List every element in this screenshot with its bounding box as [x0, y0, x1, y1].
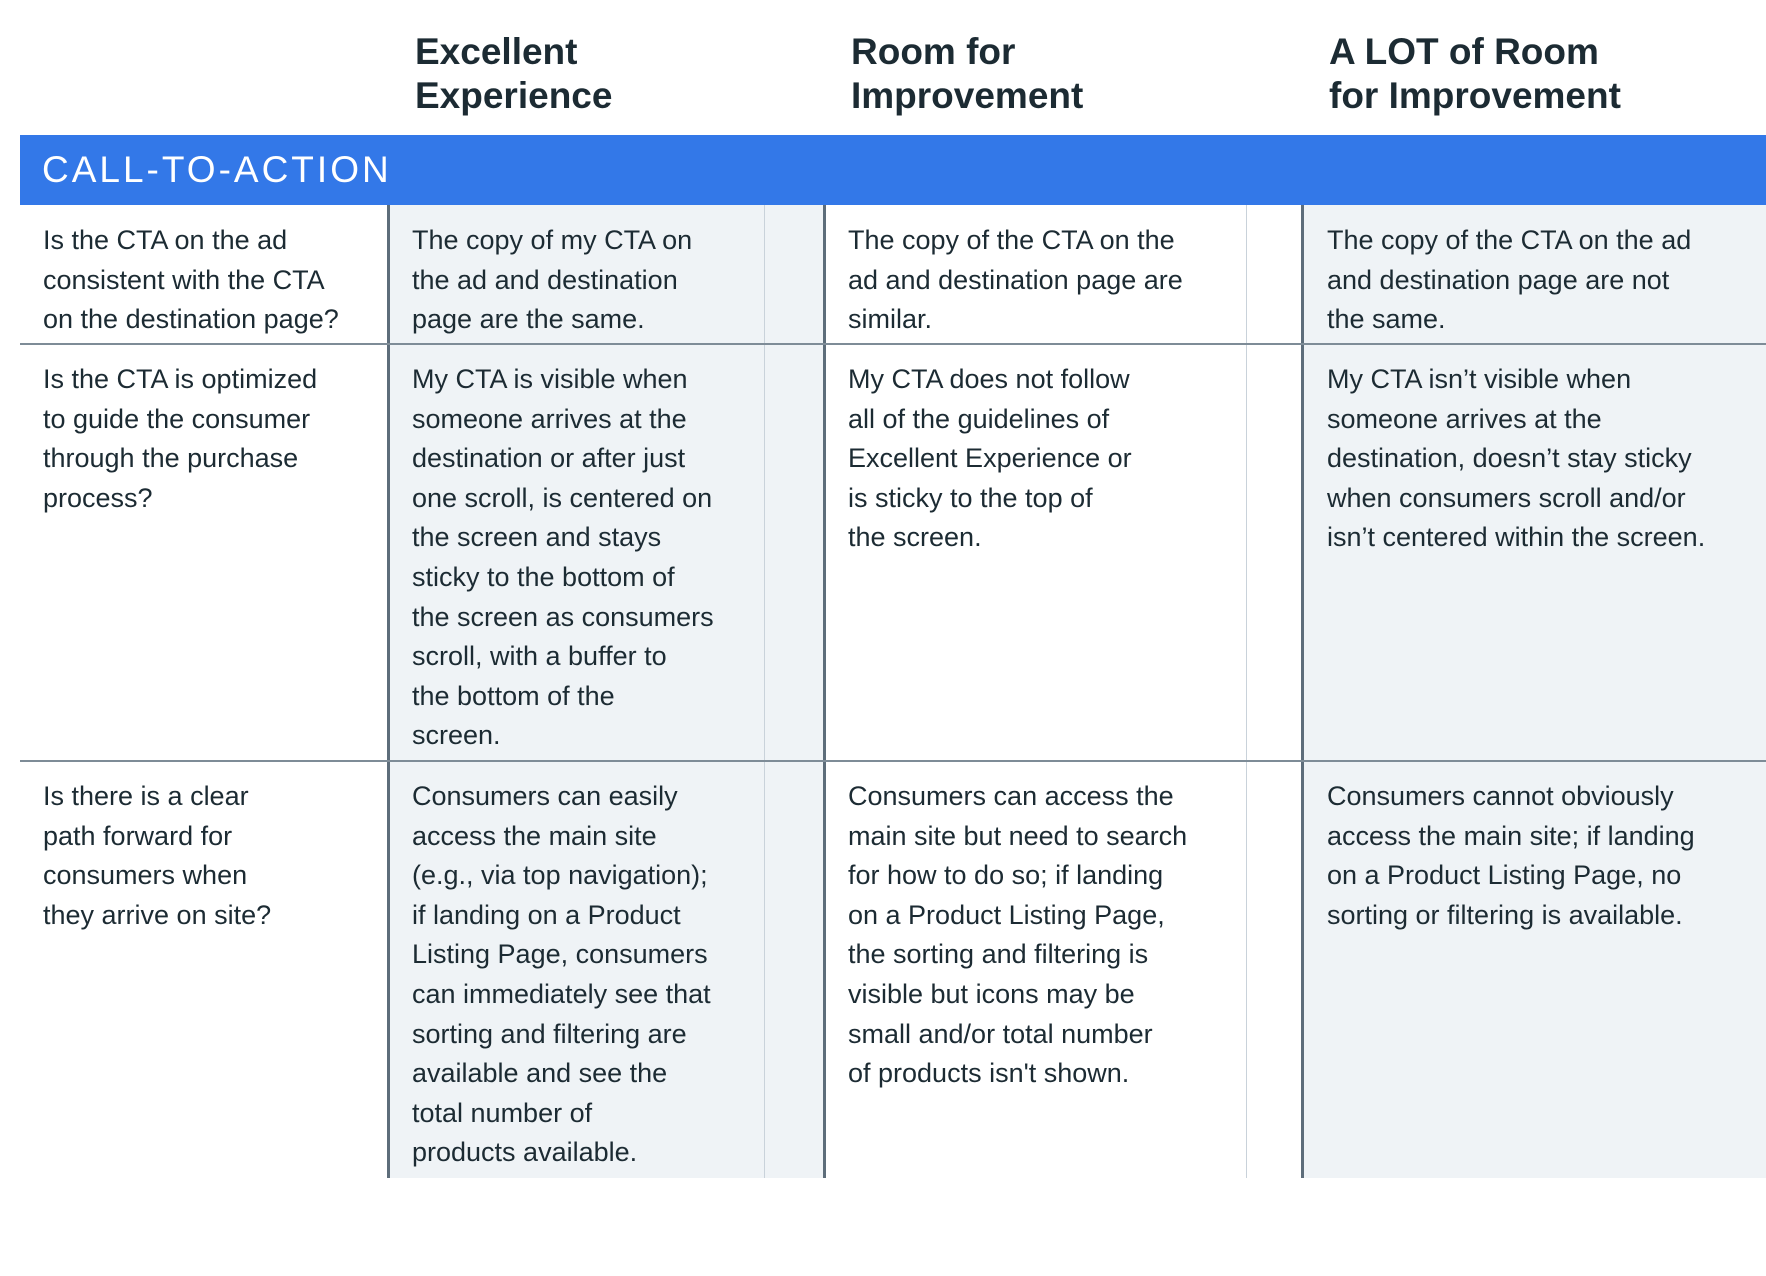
section-banner — [20, 135, 1766, 205]
table-row-3-question: Is there is a clear path forward for consumers when they arrive on site? — [43, 781, 272, 930]
table-row-2-question: Is the CTA is optimized to guide the consumer through the purchase process? — [43, 364, 318, 513]
row-divider — [20, 343, 1766, 345]
table-row-1-room: The copy of the CTA on the ad and destination page are similar. — [848, 225, 1183, 335]
table-row-3-alot: Consumers cannot obviously access the main site; if landing on a Product Listing Page, no sorting or filtering is available. — [1327, 781, 1695, 930]
table-row-2-room: My CTA does not follow all of the guidelines of Excellent Experience or is sticky to the top of the screen. — [848, 364, 1132, 553]
column-divider — [387, 205, 390, 1178]
alot-column-shade — [1303, 205, 1766, 1178]
table-row-2-alot: My CTA isn’t visible when someone arrives at the destination, doesn’t stay sticky when consumers scroll and/or isn’t centered within the screen. — [1327, 364, 1706, 553]
table-row-1-question: Is the CTA on the ad consistent with the CTA on the destination page? — [43, 225, 339, 335]
column-divider-thin — [1246, 205, 1247, 1178]
column-divider — [1301, 205, 1304, 1178]
table-row-1-alot: The copy of the CTA on the ad and destination page are not the same. — [1327, 225, 1692, 335]
column-heading-room-for-improvement: Room for Improvement — [851, 31, 1084, 116]
column-divider — [823, 205, 826, 1178]
column-heading-a-lot-of-room-for-improvement: A LOT of Room for Improvement — [1329, 31, 1621, 116]
section-title: CALL-TO-ACTION — [42, 149, 392, 190]
column-heading-excellent-experience: Excellent Experience — [415, 31, 613, 116]
table-row-1-excellent: The copy of my CTA on the ad and destination page are the same. — [412, 225, 693, 335]
table-row-3-excellent: Consumers can easily access the main site (e.g., via top navigation); if landing on a Product Listing Page, consumers can immediately see that sorting and filtering are available and see the total number of products available. — [412, 781, 711, 1168]
row-divider — [20, 760, 1766, 762]
table-row-2-excellent: My CTA is visible when someone arrives at the destination or after just one scroll, is centered on the screen and stays sticky to the bottom of the screen as consumers scroll, with a buffer to the bottom of the screen. — [412, 364, 714, 751]
rubric-table — [0, 205, 1766, 1178]
table-row-3-room: Consumers can access the main site but need to search for how to do so; if landing on a Product Listing Page, the sorting and filtering is visible but icons may be small and/or total number of products isn't shown. — [848, 781, 1188, 1089]
